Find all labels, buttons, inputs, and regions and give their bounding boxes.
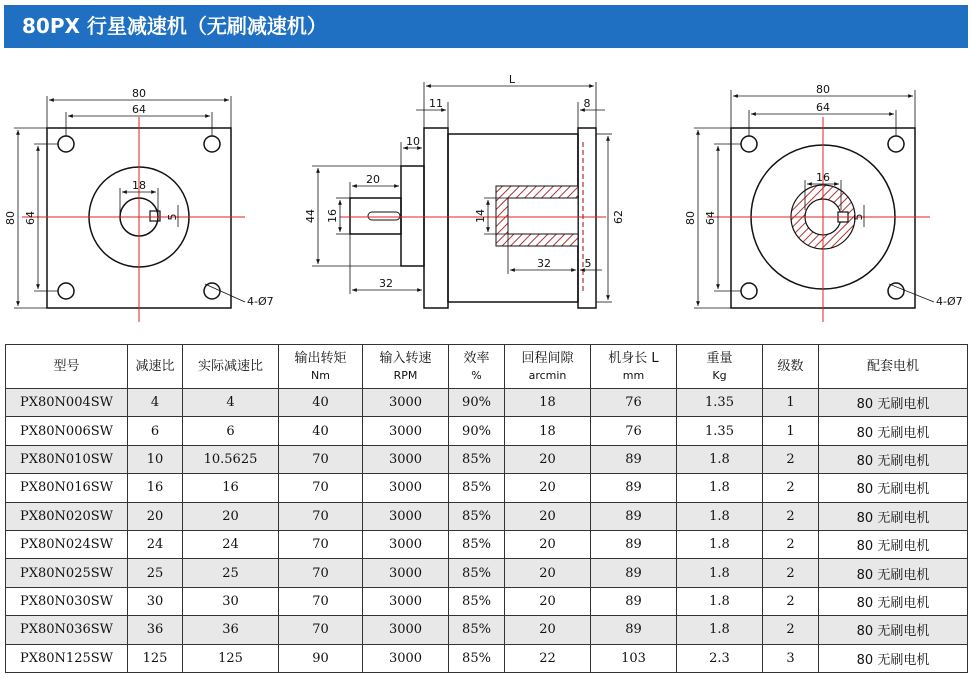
cell-actual-ratio: 125	[183, 644, 279, 672]
cell-efficiency: 85%	[449, 474, 505, 502]
cell-length: 89	[591, 559, 677, 587]
cell-backlash: 20	[505, 530, 591, 558]
cell-backlash: 20	[505, 474, 591, 502]
table-row	[6, 559, 968, 587]
cell-speed: 3000	[363, 530, 449, 558]
cell-stages: 2	[763, 474, 819, 502]
cell-length: 89	[591, 587, 677, 615]
cell-motor: 80 无刷电机	[819, 445, 968, 473]
front-view-right	[684, 83, 963, 322]
cell-model: PX80N125SW	[6, 644, 128, 672]
cell-length: 89	[591, 474, 677, 502]
dim-boss: 10	[406, 135, 420, 148]
cell-ratio: 4	[128, 389, 183, 417]
cell-stages: 2	[763, 530, 819, 558]
cell-weight: 2.3	[677, 644, 763, 672]
cell-ratio: 16	[128, 474, 183, 502]
table-row	[6, 474, 968, 502]
cell-length: 89	[591, 502, 677, 530]
header-length: 机身长 L mm	[591, 345, 677, 389]
header-motor: 配套电机	[819, 345, 968, 389]
cell-ratio: 125	[128, 644, 183, 672]
cell-motor: 80 无刷电机	[819, 417, 968, 445]
cell-stages: 3	[763, 644, 819, 672]
dim-shaft-dia: 18	[132, 179, 146, 192]
cell-backlash: 20	[505, 445, 591, 473]
cell-backlash: 18	[505, 417, 591, 445]
cell-stages: 2	[763, 559, 819, 587]
header-torque: 输出转矩 Nm	[279, 345, 363, 389]
cell-weight: 1.8	[677, 530, 763, 558]
cell-length: 76	[591, 417, 677, 445]
cell-torque: 70	[279, 559, 363, 587]
technical-drawings	[0, 60, 972, 340]
table-row	[6, 587, 968, 615]
dim-bore: 14	[474, 209, 487, 223]
dim-width-inner: 64	[816, 101, 830, 114]
dim-shaft-total: 32	[379, 277, 393, 290]
cell-model: PX80N030SW	[6, 587, 128, 615]
table-row	[6, 389, 968, 417]
dim-key: 5	[166, 213, 179, 221]
cell-length: 89	[591, 616, 677, 644]
dim-body-height: 62	[612, 210, 625, 224]
cell-ratio: 36	[128, 616, 183, 644]
cell-actual-ratio: 4	[183, 389, 279, 417]
cell-model: PX80N016SW	[6, 474, 128, 502]
cell-torque: 70	[279, 445, 363, 473]
cell-backlash: 18	[505, 389, 591, 417]
cell-model: PX80N010SW	[6, 445, 128, 473]
cell-actual-ratio: 20	[183, 502, 279, 530]
cell-actual-ratio: 16	[183, 474, 279, 502]
cell-length: 89	[591, 445, 677, 473]
cell-ratio: 25	[128, 559, 183, 587]
cell-actual-ratio: 36	[183, 616, 279, 644]
dim-width-outer: 80	[132, 87, 146, 100]
header-speed: 输入转速 RPM	[363, 345, 449, 389]
cell-weight: 1.8	[677, 559, 763, 587]
cell-model: PX80N024SW	[6, 530, 128, 558]
header-actual-ratio: 实际减速比	[183, 345, 279, 389]
cell-torque: 70	[279, 474, 363, 502]
cell-length: 76	[591, 389, 677, 417]
header-stages: 级数	[763, 345, 819, 389]
cell-efficiency: 85%	[449, 644, 505, 672]
cell-weight: 1.35	[677, 389, 763, 417]
cell-motor: 80 无刷电机	[819, 587, 968, 615]
cell-ratio: 6	[128, 417, 183, 445]
cell-weight: 1.8	[677, 587, 763, 615]
dim-bore-dia: 16	[816, 171, 830, 184]
cell-weight: 1.8	[677, 474, 763, 502]
cell-actual-ratio: 30	[183, 587, 279, 615]
cell-motor: 80 无刷电机	[819, 644, 968, 672]
cell-weight: 1.8	[677, 616, 763, 644]
cell-speed: 3000	[363, 644, 449, 672]
cell-torque: 90	[279, 644, 363, 672]
dim-bore-depth: 32	[537, 257, 551, 270]
cell-speed: 3000	[363, 417, 449, 445]
cell-stages: 1	[763, 389, 819, 417]
dim-pilot: 44	[304, 209, 317, 223]
cell-efficiency: 85%	[449, 559, 505, 587]
cell-weight: 1.8	[677, 502, 763, 530]
cell-torque: 70	[279, 502, 363, 530]
cell-backlash: 20	[505, 587, 591, 615]
cell-speed: 3000	[363, 502, 449, 530]
dim-shaft-dia: 16	[326, 209, 339, 223]
cell-stages: 2	[763, 587, 819, 615]
dim-height-outer: 80	[4, 211, 17, 225]
cell-stages: 2	[763, 445, 819, 473]
cell-actual-ratio: 25	[183, 559, 279, 587]
front-view-left	[4, 87, 274, 322]
cell-stages: 1	[763, 417, 819, 445]
cell-motor: 80 无刷电机	[819, 559, 968, 587]
cell-torque: 70	[279, 616, 363, 644]
header-ratio: 减速比	[128, 345, 183, 389]
cell-efficiency: 85%	[449, 530, 505, 558]
table-header-row	[6, 345, 968, 389]
cell-motor: 80 无刷电机	[819, 502, 968, 530]
table-row	[6, 644, 968, 672]
cell-weight: 1.8	[677, 445, 763, 473]
spec-table	[5, 344, 968, 673]
cell-motor: 80 无刷电机	[819, 530, 968, 558]
cell-stages: 2	[763, 502, 819, 530]
dim-holes: 4-Ø7	[247, 295, 274, 308]
side-view	[304, 73, 625, 308]
cell-backlash: 20	[505, 559, 591, 587]
cell-length: 103	[591, 644, 677, 672]
cell-length: 89	[591, 530, 677, 558]
dim-height-outer: 80	[684, 211, 697, 225]
cell-model: PX80N020SW	[6, 502, 128, 530]
cell-ratio: 24	[128, 530, 183, 558]
cell-efficiency: 90%	[449, 417, 505, 445]
dim-rear: 8	[583, 97, 591, 110]
cell-motor: 80 无刷电机	[819, 616, 968, 644]
table-row	[6, 616, 968, 644]
cell-actual-ratio: 10.5625	[183, 445, 279, 473]
cell-efficiency: 85%	[449, 502, 505, 530]
header-model: 型号	[6, 345, 128, 389]
cell-torque: 70	[279, 587, 363, 615]
cell-ratio: 10	[128, 445, 183, 473]
cell-motor: 80 无刷电机	[819, 474, 968, 502]
dim-shaft-len: 20	[366, 173, 380, 186]
dim-width-inner: 64	[132, 103, 146, 116]
cell-stages: 2	[763, 616, 819, 644]
cell-speed: 3000	[363, 389, 449, 417]
cell-efficiency: 85%	[449, 616, 505, 644]
page-title: 80PX 行星减速机（无刷减速机）	[4, 5, 968, 48]
cell-speed: 3000	[363, 616, 449, 644]
cell-ratio: 20	[128, 502, 183, 530]
cell-model: PX80N036SW	[6, 616, 128, 644]
header-backlash: 回程间隙 arcmin	[505, 345, 591, 389]
table-row	[6, 502, 968, 530]
cell-torque: 70	[279, 530, 363, 558]
cell-backlash: 20	[505, 502, 591, 530]
cell-motor: 80 无刷电机	[819, 389, 968, 417]
cell-model: PX80N004SW	[6, 389, 128, 417]
cell-ratio: 30	[128, 587, 183, 615]
cell-torque: 40	[279, 389, 363, 417]
cell-backlash: 22	[505, 644, 591, 672]
dim-key: 5	[852, 213, 865, 221]
cell-speed: 3000	[363, 559, 449, 587]
cell-backlash: 20	[505, 616, 591, 644]
cell-actual-ratio: 24	[183, 530, 279, 558]
cell-efficiency: 90%	[449, 389, 505, 417]
cell-model: PX80N006SW	[6, 417, 128, 445]
cell-weight: 1.35	[677, 417, 763, 445]
header-efficiency: 效率 %	[449, 345, 505, 389]
cell-speed: 3000	[363, 587, 449, 615]
cell-efficiency: 85%	[449, 445, 505, 473]
cell-actual-ratio: 6	[183, 417, 279, 445]
dim-length: L	[508, 73, 516, 86]
dim-height-inner: 64	[704, 211, 717, 225]
dim-flange: 11	[429, 97, 443, 110]
dim-bore-key: 5	[584, 257, 592, 270]
table-row	[6, 530, 968, 558]
cell-efficiency: 85%	[449, 587, 505, 615]
table-row	[6, 445, 968, 473]
dim-holes: 4-Ø7	[936, 295, 963, 308]
table-row	[6, 417, 968, 445]
header-weight: 重量 Kg	[677, 345, 763, 389]
cell-model: PX80N025SW	[6, 559, 128, 587]
dim-height-inner: 64	[24, 211, 37, 225]
dim-width-outer: 80	[816, 83, 830, 96]
cell-speed: 3000	[363, 445, 449, 473]
cell-speed: 3000	[363, 474, 449, 502]
cell-torque: 40	[279, 417, 363, 445]
